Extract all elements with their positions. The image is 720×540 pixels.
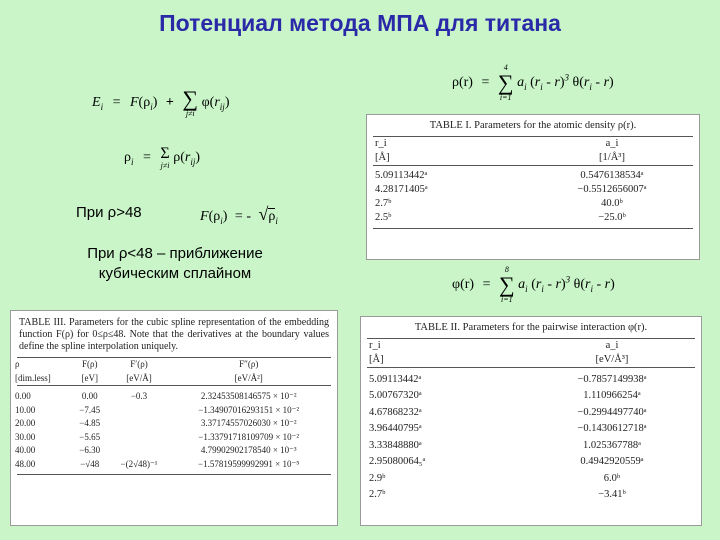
- table-row: 10.00 −7.45 −1.34907016293151 × 10⁻²: [15, 404, 300, 415]
- embedding-formula: $F(\rho_i)$ = - $√\rho_i$: [200, 204, 278, 226]
- table1-caption: TABLE I. Parameters for the atomic density ρ(r).: [429, 120, 637, 131]
- energy-formula: $E_i = F(\rho_i)$ + ∑ j≠i $\varphi(r_{ij})$: [92, 86, 230, 118]
- density-formula: $\rho_i$ = Σ j≠i $\rho(r_{ij})$: [124, 145, 201, 170]
- table-row: 48.00 −√48 −(2√48)⁻¹ −1.57819599992991 × 10⁻⁵: [15, 458, 300, 469]
- table-header-row: r_i a_i: [369, 339, 619, 351]
- table-row: 3.96440795ᵃ −0.1430612718ᵃ: [369, 423, 647, 435]
- condition-low: [40, 244, 310, 284]
- table-row: 3.33848880ᵃ 1.025367788ᵃ: [369, 439, 641, 451]
- table-cubic-spline: [10, 310, 338, 526]
- table-row: 2.5ᵇ −25.0ᵇ: [375, 211, 626, 223]
- table-row: 2.7ᵇ −3.41ᵇ: [369, 489, 626, 501]
- table-header-row: [Å] [eV/Å³]: [369, 353, 629, 365]
- table-row: 2.7ᵇ 40.0ᵇ: [375, 197, 623, 209]
- table-row: 2.95080064₅ᵃ 0.4942920559ᵃ: [369, 456, 644, 468]
- table-row: 4.67868232ᵃ −0.2994497740ᵃ: [369, 406, 647, 418]
- table2-caption: TABLE II. Parameters for the pairwise interaction φ(r).: [414, 322, 648, 333]
- table-row: 0.00 0.00 −0.3 2.32453508146575 × 10⁻²: [15, 391, 297, 401]
- table-row: 5.00767320ᵃ 1.110966254ᵃ: [369, 390, 641, 402]
- condition-high: При ρ>48: [76, 204, 142, 221]
- table-header-row: [Å] [1/Å³]: [375, 151, 625, 163]
- phi-r-formula: φ(r) = 8 ∑ i=1 $a_i$ $(r_i - r)^3$ $\theta(r_i - r)$: [452, 265, 615, 304]
- table-row: 30.00 −5.65 −1.33791718109709 × 10⁻²: [15, 431, 300, 442]
- table-row: 5.09113442ᵃ 0.5476138534ᵃ: [375, 169, 644, 181]
- table-row: 5.09113442ᵃ −0.7857149938ᵃ: [369, 373, 647, 385]
- table-atomic-density: [366, 114, 700, 260]
- table-row: 4.28171405ᵃ −0.5512656007ᵃ: [375, 183, 647, 195]
- condition-low-line-2: кубическим сплайном: [98, 265, 252, 282]
- table-row: 40.00 −6.30 4.79902902178540 × 10⁻³: [15, 445, 297, 455]
- table-header-row: r_i a_i: [375, 137, 619, 149]
- table-row: 20.00 −4.85 3.37174557026030 × 10⁻²: [15, 418, 297, 428]
- rho-r-formula: ρ(r) = 4 ∑ i=1 $a_i$ $(r_i - r)^3$ $\theta(r_i - r)$: [452, 63, 614, 102]
- page-title: Потенциал метода МПА для титана: [159, 10, 561, 36]
- table3-caption: TABLE III. Parameters for the cubic spline representation of the embedding function F(ρ) for 0≤ρ≤48. Note that the derivatives at the boundary values define the spline interpolation uniquely.: [19, 317, 329, 352]
- table-pairwise-interaction: [360, 316, 702, 526]
- table-header-row: ρ F(ρ) F′(ρ) F″(ρ): [15, 359, 259, 369]
- table-header-row: [dim.less] [eV] [eV/Å] [eV/Å²]: [15, 372, 263, 383]
- table-row: 2.9ᵇ 6.0ᵇ: [369, 472, 621, 484]
- condition-low-line-1: При ρ<48 – приближение: [87, 245, 263, 262]
